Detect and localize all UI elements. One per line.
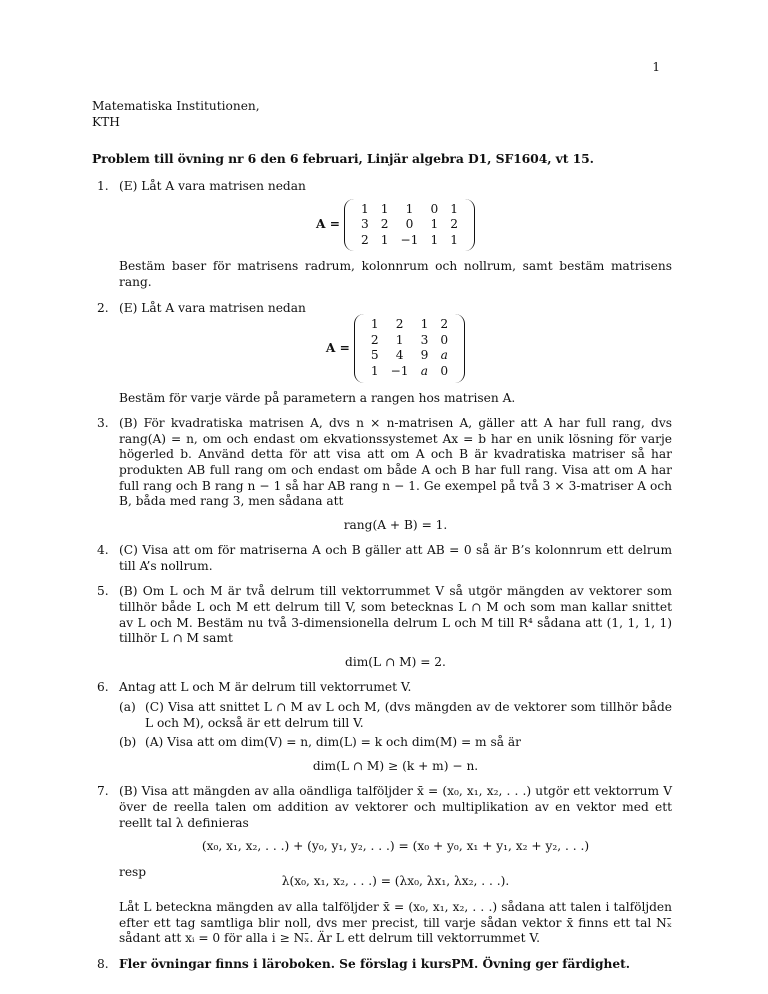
problem-text: (B) Om L och M är två delrum till vektorrummet V så utgör mängden av vektorer som tillhör både L och M ett delrum till V, som betecknas L ∩ M och som man kallar snittet av L och M. Bestäm nu två 3-dimensionella delrum L och M till R⁴ sådana att (1, 1, 1, 1) tillhör L ∩ M samt — [119, 584, 672, 646]
problem-number: 1. — [97, 179, 109, 193]
display-equation: (x₀, x₁, x₂, . . .) + (y₀, y₁, y₂, . . .) = (x₀ + y₀, x₁ + y₁, x₂ + y₂, . . .) — [201, 839, 590, 854]
subproblem-label: (a) — [119, 700, 136, 715]
page-number: 1 — [652, 60, 660, 74]
matrix-display — [119, 314, 672, 382]
matrix-a: 1 2 1 2 2 1 3 0 5 4 9 a 1 −1 a 0 — [354, 314, 465, 382]
subproblem-text: (C) Visa att snittet L ∩ M av L och M, (dvs mängden av de vektorer som tillhör både L och M), också är ett delrum till V. — [145, 700, 672, 730]
problem-7 — [92, 784, 672, 946]
problem-number: 2. — [97, 300, 109, 315]
problem-number: 6. — [97, 680, 109, 695]
problem-4 — [92, 543, 672, 574]
display-equation: λ(x₀, x₁, x₂, . . .) = (λx₀, λx₁, λx₂, . . .). — [281, 874, 510, 889]
display-equation: rang(A + B) = 1. — [343, 517, 448, 532]
problem-text: Antag att L och M är delrum till vektorrumet V. — [119, 680, 412, 695]
matrix-label: A = — [316, 217, 340, 232]
problem-8 — [92, 957, 672, 973]
problem-number: 4. — [97, 543, 109, 558]
problem-text: Fler övningar finns i läroboken. Se förslag i kursPM. Övning ger färdighet. — [119, 956, 631, 971]
subproblem-a — [119, 700, 672, 731]
problem-number: 3. — [97, 416, 109, 431]
problem-intro: (E) Låt A vara matrisen nedan — [119, 300, 306, 315]
matrix-a: 1 1 1 0 1 3 2 0 1 2 2 1 −1 1 1 — [344, 199, 475, 252]
problem-text: (B) Visa att mängden av alla oändliga talföljder x̄ = (x₀, x₁, x₂, . . .) utgör ett vektorrum V över de reella talen om addition av vektorer och multiplikation av en vektor med ett reellt tal λ definieras — [119, 784, 672, 830]
problem-number: 5. — [97, 584, 109, 599]
page-title: Problem till övning nr 6 den 6 februari, Linjär algebra D1, SF1604, vt 15. — [92, 151, 594, 166]
problem-text: Bestäm baser för matrisens radrum, kolonnrum och nollrum, samt bestäm matrisens rang. — [119, 259, 672, 289]
resp-text: resp — [119, 864, 147, 879]
problem-text: (B) För kvadratiska matrisen A, dvs n × n-matrisen A, gäller att A har full rang, dvs rang(A) = n, om och endast om ekvationssystemet Ax = b har en unik lösning för varje högerled b. Använd detta för att visa att om A och B är kvadratiska matriser så har produkten AB full rang om och endast om både A och B har full rang. Visa att om A har full rang och B rang n − 1 så har AB rang n − 1. Ge exempel på två 3 × 3-matriser A och B, båda med rang 3, men sådana att — [119, 416, 672, 509]
subproblem-text: (A) Visa att om dim(V) = n, dim(L) = k och dim(M) = m så är — [145, 735, 521, 750]
institution-name: Matematiska Institutionen, — [92, 99, 260, 113]
display-equation: dim(L ∩ M) = 2. — [345, 654, 446, 669]
problem-number: 8. — [97, 956, 109, 971]
problem-text: (C) Visa att om för matriserna A och B gäller att AB = 0 så är B’s kolonnrum ett delrum till A’s nollrum. — [119, 543, 672, 573]
problem-text: Låt L beteckna mängden av alla talföljder x̄ = (x₀, x₁, x₂, . . .) sådana att talen i talföljden efter ett tag samtliga blir noll, dvs mer precist, till varje sådan vektor x̄ finns ett tal Nₓ̄ sådant att xᵢ = 0 för alla i ≥ Nₓ̄. Är L ett delrum till vektorrummet V. — [119, 899, 672, 946]
display-equation: dim(L ∩ M) ≥ (k + m) − n. — [312, 758, 479, 773]
problem-3 — [92, 416, 672, 533]
subproblem-b — [119, 735, 672, 751]
matrix-label: A = — [325, 340, 350, 355]
problem-list — [92, 179, 672, 982]
matrix-display — [119, 199, 672, 252]
problem-intro: (E) Låt A vara matrisen nedan — [119, 179, 306, 193]
problem-2 — [92, 301, 672, 407]
problem-5 — [92, 584, 672, 670]
problem-1 — [92, 179, 672, 291]
university-name: KTH — [92, 114, 120, 129]
subproblem-label: (b) — [119, 735, 137, 750]
problem-text: Bestäm för varje värde på parametern a rangen hos matrisen A. — [119, 390, 516, 405]
institution-header — [92, 99, 260, 130]
problem-6 — [92, 680, 672, 774]
problem-number: 7. — [97, 784, 109, 799]
